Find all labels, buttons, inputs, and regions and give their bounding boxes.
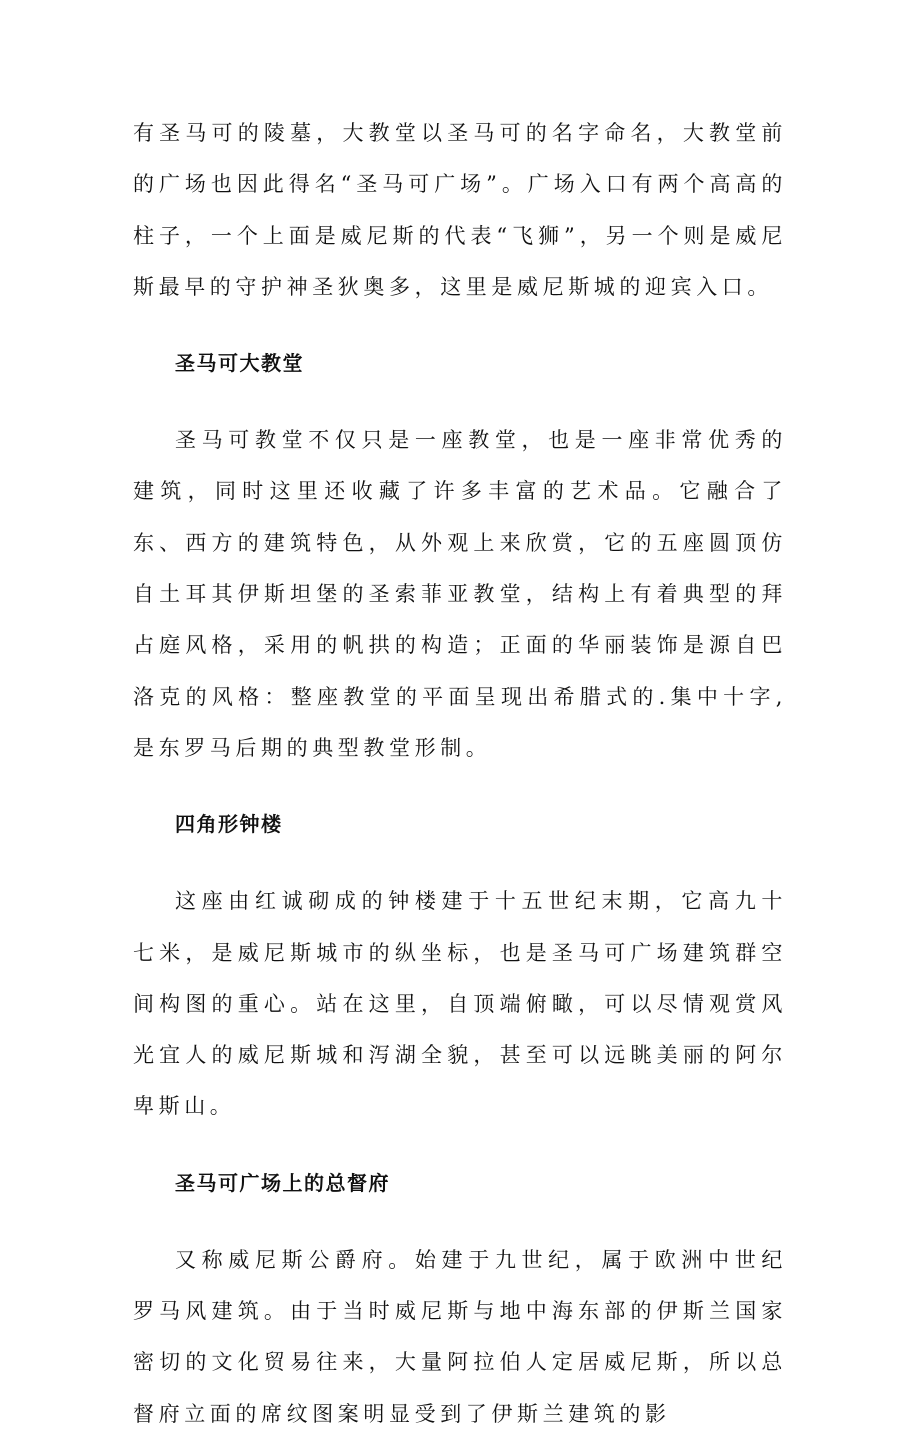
- paragraph-basilica: 圣马可教堂不仅只是一座教堂，也是一座非常优秀的建筑，同时这里还收藏了许多丰富的艺术品。它融合了东、西方的建筑特色，从外观上来欣赏，它的五座圆顶仿自土耳其伊斯坦堡的圣索菲亚教堂，结构上有着典型的拜占庭风格，采用的帆拱的构造；正面的华丽装饰是源自巴洛克的风格：整座教堂的平面呈现出希腊式的.集中十字,是东罗马后期的典型教堂形制。: [133, 428, 787, 760]
- heading-bell-tower: 四角形钟楼: [175, 812, 283, 837]
- paragraph-doges-palace: 又称威尼斯公爵府。始建于九世纪，属于欧洲中世纪罗马风建筑。由于当时威尼斯与地中海东部的伊斯兰国家密切的文化贸易往来，大量阿拉伯人定居威尼斯，所以总督府立面的席纹图案明显受到了伊斯兰建筑的影: [133, 1247, 787, 1426]
- paragraph-saint-mark-square: 有圣马可的陵墓，大教堂以圣马可的名字命名，大教堂前的广场也因此得名“圣马可广场”。广场入口有两个高高的柱子，一个上面是威尼斯的代表“飞狮”，另一个则是威尼斯最早的守护神圣狄奥多，这里是威尼斯城的迎宾入口。: [133, 121, 787, 299]
- paragraph-bell-tower: 这座由红诚砌成的钟楼建于十五世纪末期，它高九十七米，是威尼斯城市的纵坐标，也是圣马可广场建筑群空间构图的重心。站在这里，自顶端俯瞰，可以尽情观赏风光宜人的威尼斯城和泻湖全貌，甚至可以远眺美丽的阿尔卑斯山。: [133, 889, 787, 1119]
- heading-doges-palace: 圣马可广场上的总督府: [175, 1170, 390, 1195]
- heading-basilica: 圣马可大教堂: [175, 351, 304, 376]
